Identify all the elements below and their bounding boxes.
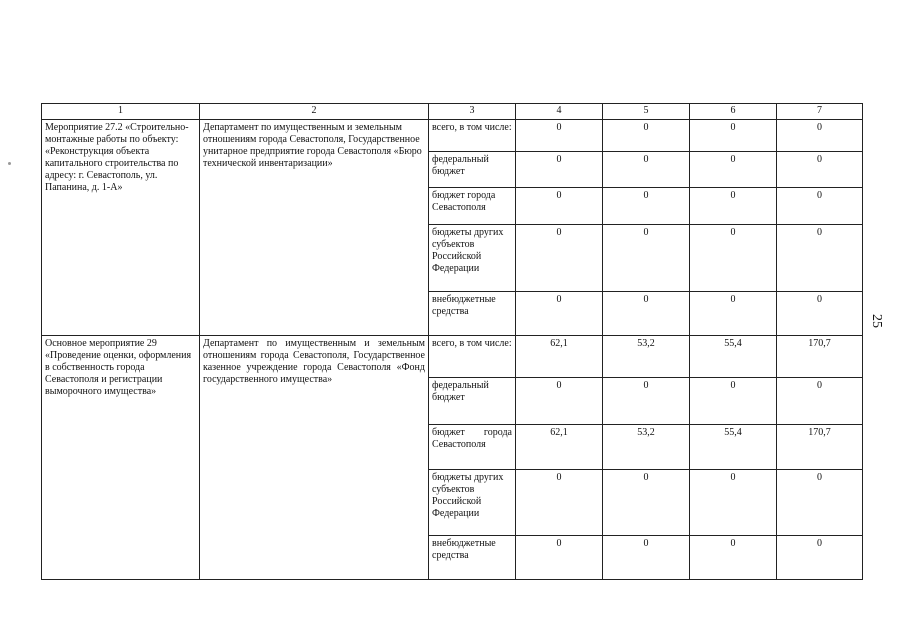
measure-description: Мероприятие 27.2 «Строительно-монтажные работы по объекту: «Реконструкция объекта капитального строительства по адресу: г. Севастополь, ул. Папанина, д. 1-А» <box>42 120 200 336</box>
value-cell: 0 <box>516 536 603 580</box>
value-cell: 0 <box>690 225 777 292</box>
value-cell: 0 <box>603 470 690 536</box>
budget-table <box>41 103 863 580</box>
value-cell: 0 <box>777 152 863 188</box>
value-cell: 0 <box>690 188 777 225</box>
value-cell: 0 <box>516 470 603 536</box>
table-row <box>42 120 863 152</box>
funding-source-cell: федеральный бюджет <box>429 378 516 425</box>
value-cell: 0 <box>516 152 603 188</box>
value-cell: 62,1 <box>516 425 603 470</box>
value-cell: 62,1 <box>516 336 603 378</box>
funding-source-cell: внебюджетные средства <box>429 536 516 580</box>
value-cell: 53,2 <box>603 425 690 470</box>
value-cell: 0 <box>777 378 863 425</box>
funding-source-cell: бюджет города Севастополя <box>429 188 516 225</box>
value-cell: 0 <box>690 292 777 336</box>
column-header-2: 2 <box>200 104 429 120</box>
value-cell: 170,7 <box>777 336 863 378</box>
value-cell: 0 <box>516 225 603 292</box>
value-cell: 0 <box>690 378 777 425</box>
funding-source-cell: всего, в том числе: <box>429 120 516 152</box>
value-cell: 55,4 <box>690 336 777 378</box>
value-cell: 0 <box>690 120 777 152</box>
value-cell: 0 <box>690 152 777 188</box>
value-cell: 0 <box>603 378 690 425</box>
column-header-7: 7 <box>777 104 863 120</box>
funding-source-cell: федеральный бюджет <box>429 152 516 188</box>
table-row <box>42 336 863 378</box>
value-cell: 53,2 <box>603 336 690 378</box>
scan-speck <box>8 162 11 165</box>
value-cell: 170,7 <box>777 425 863 470</box>
value-cell: 0 <box>777 225 863 292</box>
funding-source-cell: внебюджетные средства <box>429 292 516 336</box>
value-cell: 0 <box>603 152 690 188</box>
column-header-1: 1 <box>42 104 200 120</box>
funding-source-cell: бюджеты других субъектов Российской Федерации <box>429 470 516 536</box>
value-cell: 0 <box>516 378 603 425</box>
column-header-6: 6 <box>690 104 777 120</box>
value-cell: 0 <box>777 188 863 225</box>
value-cell: 0 <box>777 470 863 536</box>
value-cell: 0 <box>603 225 690 292</box>
value-cell: 55,4 <box>690 425 777 470</box>
value-cell: 0 <box>690 536 777 580</box>
page-number: 25 <box>869 314 884 328</box>
value-cell: 0 <box>603 188 690 225</box>
value-cell: 0 <box>516 292 603 336</box>
value-cell: 0 <box>603 120 690 152</box>
column-header-5: 5 <box>603 104 690 120</box>
value-cell: 0 <box>777 536 863 580</box>
funding-source-cell: бюджет города Севастополя <box>429 425 516 470</box>
executor-description: Департамент по имущественным и земельным отношениям города Севастополя, Государственное унитарное предприятие города Севастополя «Бюро технической инвентаризации» <box>200 120 429 336</box>
value-cell: 0 <box>603 292 690 336</box>
value-cell: 0 <box>516 120 603 152</box>
value-cell: 0 <box>777 120 863 152</box>
value-cell: 0 <box>603 536 690 580</box>
header-row <box>42 104 863 120</box>
funding-source-cell: бюджеты других субъектов Российской Федерации <box>429 225 516 292</box>
value-cell: 0 <box>690 470 777 536</box>
executor-description: Департамент по имущественным и земельным отношениям города Севастополя, Государственное казенное учреждение города Севастополя «Фонд государственного имущества» <box>200 336 429 580</box>
value-cell: 0 <box>777 292 863 336</box>
measure-description: Основное мероприятие 29 «Проведение оценки, оформления в собственность города Севастополя и регистрации выморочного имущества» <box>42 336 200 580</box>
value-cell: 0 <box>516 188 603 225</box>
column-header-3: 3 <box>429 104 516 120</box>
funding-source-cell: всего, в том числе: <box>429 336 516 378</box>
column-header-4: 4 <box>516 104 603 120</box>
